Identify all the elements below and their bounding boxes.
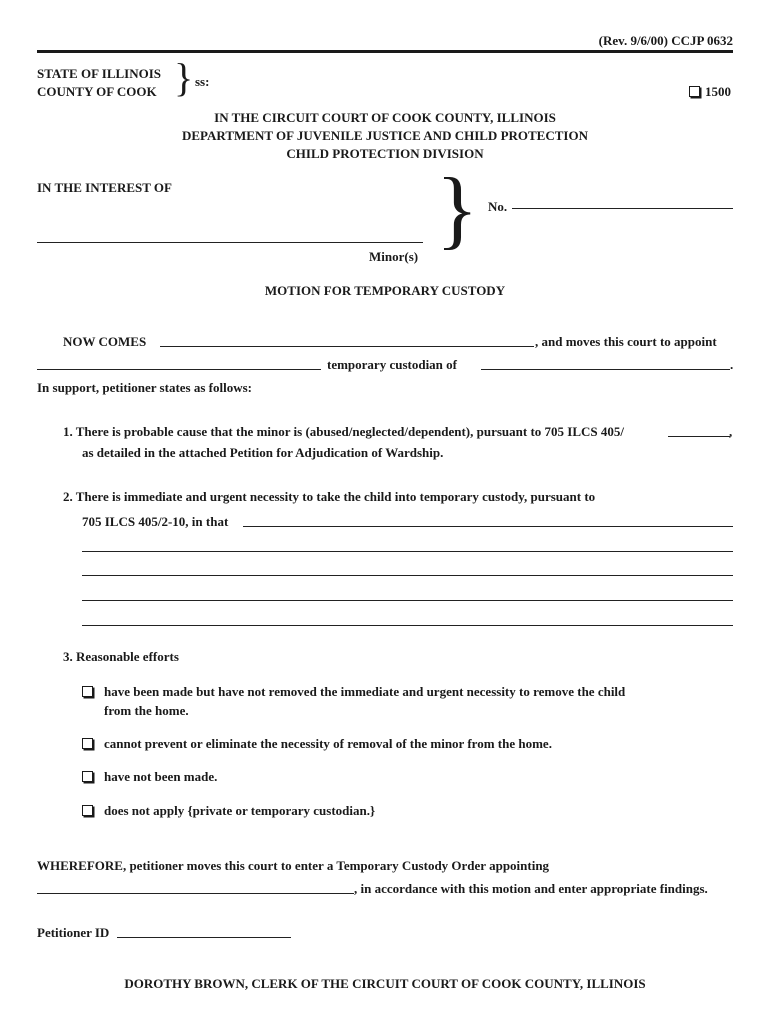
checkbox-cannot-prevent[interactable] xyxy=(82,738,93,749)
checkbox-not-made[interactable] xyxy=(82,771,93,782)
in-the-interest-label: IN THE INTEREST OF xyxy=(37,180,172,195)
item2-line2-text: 705 ILCS 405/2-10, in that xyxy=(82,514,229,529)
state-label: STATE OF ILLINOIS xyxy=(37,66,162,81)
item2-text: 2. There is immediate and urgent necessity to take the child into temporary custody, pursuant to xyxy=(63,489,596,504)
custodian-minor-field[interactable] xyxy=(481,369,730,370)
item1-text: 1. There is probable cause that the minor is (abused/neglected/dependent), pursuant to 705 ILCS 405/ xyxy=(63,424,624,439)
checkbox-efforts-made[interactable] xyxy=(82,686,93,697)
header-rule xyxy=(37,50,733,53)
urgent-necessity-field-1[interactable] xyxy=(243,526,733,527)
custodian-of-label: temporary custodian of xyxy=(327,357,457,372)
cannot-prevent-text: cannot prevent or eliminate the necessity of removal of the minor from the home. xyxy=(104,736,552,751)
item1-comma: , xyxy=(729,424,733,439)
court-title-line1: IN THE CIRCUIT COURT OF COOK COUNTY, ILLINOIS xyxy=(214,110,556,125)
court-title-line2: DEPARTMENT OF JUVENILE JUSTICE AND CHILD PROTECTION xyxy=(182,128,588,143)
not-made-text: have not been made. xyxy=(104,769,218,784)
in-support-text: In support, petitioner states as follows: xyxy=(37,380,252,395)
minor-name-field[interactable] xyxy=(37,242,423,243)
code-1500-label: 1500 xyxy=(705,84,731,99)
case-number-field[interactable] xyxy=(512,208,733,209)
checkbox-1500[interactable] xyxy=(689,86,700,97)
now-comes-label: NOW COMES xyxy=(63,334,147,349)
county-label: COUNTY OF COOK xyxy=(37,84,157,99)
clerk-footer: DOROTHY BROWN, CLERK OF THE CIRCUIT COURT OF COOK COUNTY, ILLINOIS xyxy=(124,976,646,991)
ss-label: ss: xyxy=(195,74,210,89)
efforts-made-text-line2: from the home. xyxy=(104,703,189,718)
minors-label: Minor(s) xyxy=(369,249,419,264)
urgent-necessity-field-4[interactable] xyxy=(82,600,733,601)
efforts-made-text: have been made but have not removed the immediate and urgent necessity to remove the child xyxy=(104,684,626,699)
petitioner-id-label: Petitioner ID xyxy=(37,925,110,940)
period-text: . xyxy=(730,357,734,372)
wherefore-text: WHEREFORE, petitioner moves this court to enter a Temporary Custody Order appointing xyxy=(37,858,550,873)
revision-code: (Rev. 9/6/00) CCJP 0632 xyxy=(598,33,733,48)
case-number-label: No. xyxy=(488,199,508,214)
wherefore-line2-text: , in accordance with this motion and enter appropriate findings. xyxy=(354,881,708,896)
appointee-field[interactable] xyxy=(37,893,354,894)
urgent-necessity-field-2[interactable] xyxy=(82,551,733,552)
court-title-line3: CHILD PROTECTION DIVISION xyxy=(286,146,484,161)
motion-title: MOTION FOR TEMPORARY CUSTODY xyxy=(264,283,506,298)
item3-text: 3. Reasonable efforts xyxy=(63,649,179,664)
ilcs-section-field[interactable] xyxy=(668,436,730,437)
moves-text: , and moves this court to appoint xyxy=(535,334,717,349)
petitioner-name-field[interactable] xyxy=(160,346,534,347)
caption-brace: } xyxy=(436,161,479,258)
custodian-name-field[interactable] xyxy=(37,369,321,370)
urgent-necessity-field-3[interactable] xyxy=(82,575,733,576)
urgent-necessity-field-5[interactable] xyxy=(82,625,733,626)
item1-line2-text: as detailed in the attached Petition for Adjudication of Wardship. xyxy=(82,445,444,460)
checkbox-does-not-apply[interactable] xyxy=(82,805,93,816)
does-not-apply-text: does not apply {private or temporary custodian.} xyxy=(104,803,376,818)
petitioner-id-field[interactable] xyxy=(117,937,291,938)
venue-brace: } xyxy=(174,55,194,100)
